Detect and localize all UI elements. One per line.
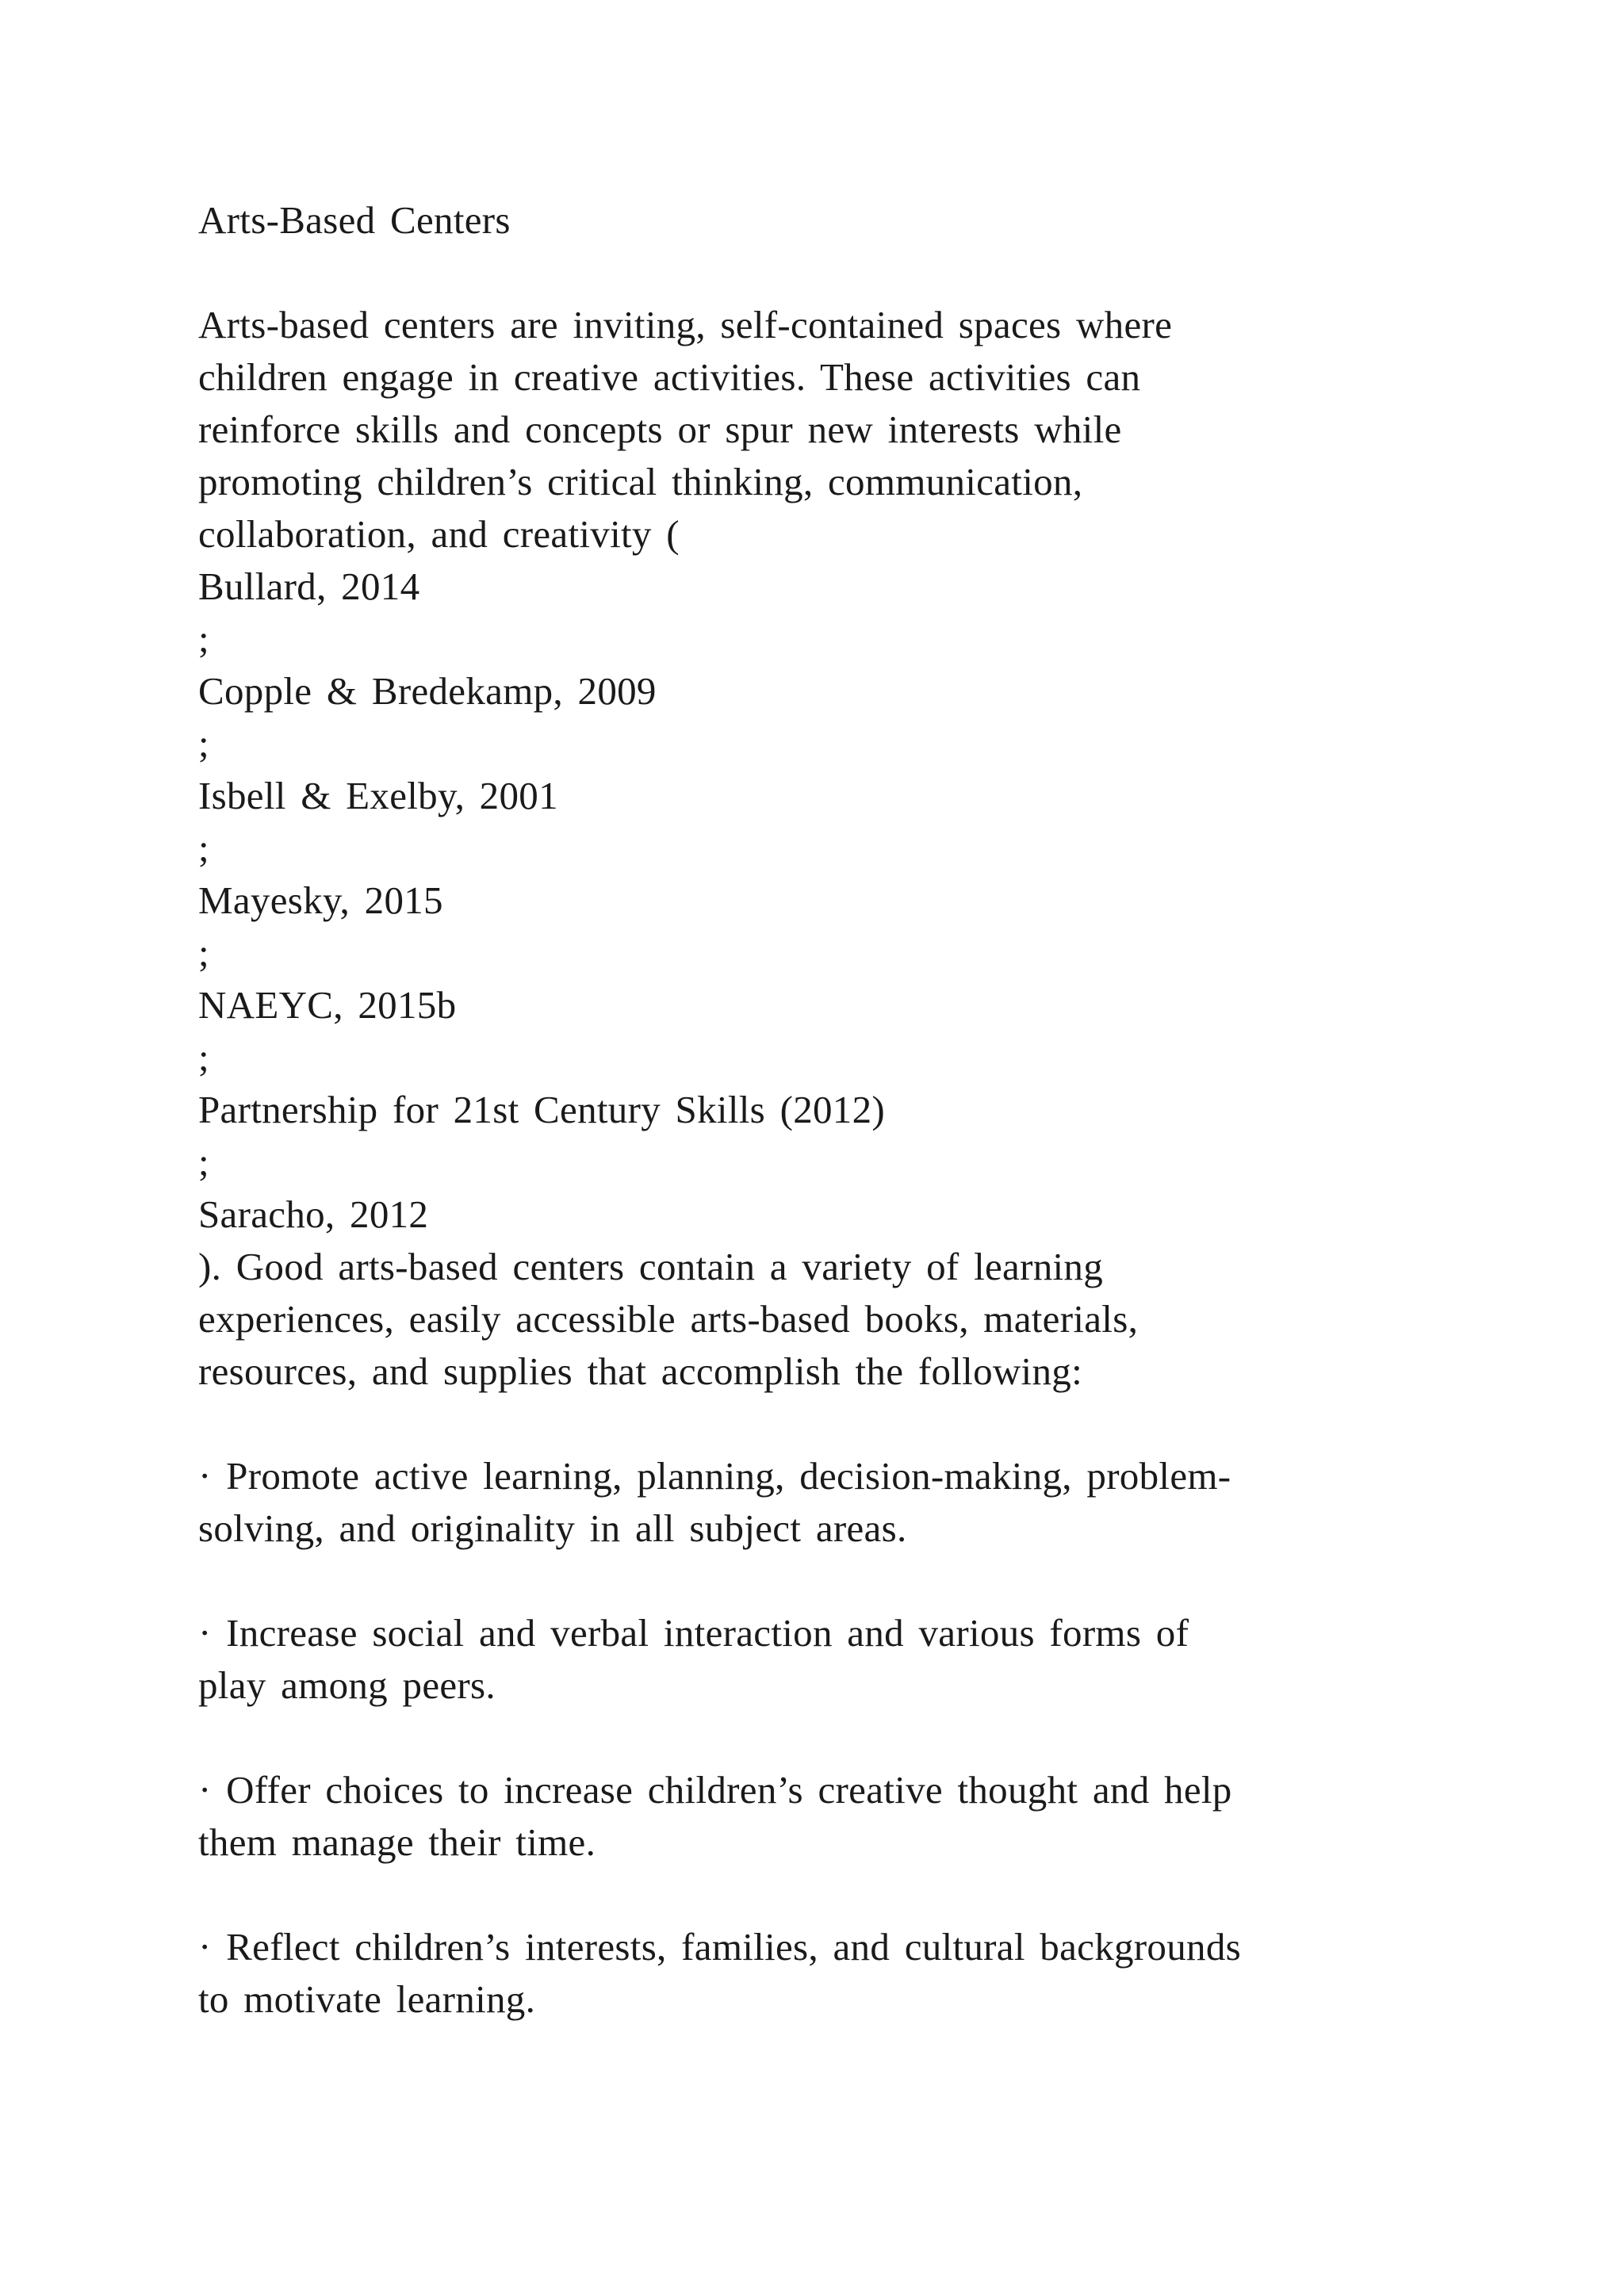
- citation-separator: ;: [198, 1035, 209, 1079]
- bullet-item-line: · Reflect children’s interests, families, and cultural backgrounds: [198, 1925, 1241, 1969]
- citation-separator: ;: [198, 1140, 209, 1184]
- bullet-item-line: · Promote active learning, planning, decision-making, problem-: [198, 1454, 1231, 1498]
- citation-separator: ;: [198, 826, 209, 870]
- paragraph-line: collaboration, and creativity (: [198, 512, 680, 556]
- citation: NAEYC, 2015b: [198, 983, 457, 1027]
- paragraph-line: reinforce skills and concepts or spur new interests while: [198, 408, 1122, 451]
- paragraph-line: resources, and supplies that accomplish the following:: [198, 1349, 1082, 1393]
- paragraph-line: experiences, easily accessible arts-based books, materials,: [198, 1297, 1139, 1341]
- bullet-item-line: to motivate learning.: [198, 1977, 536, 2021]
- citation: Partnership for 21st Century Skills (2012): [198, 1088, 886, 1131]
- bullet-item-line: play among peers.: [198, 1663, 496, 1707]
- paragraph-line: ). Good arts-based centers contain a variety of learning: [198, 1245, 1104, 1288]
- bullet-item-line: them manage their time.: [198, 1820, 596, 1864]
- paragraph-line: promoting children’s critical thinking, communication,: [198, 460, 1083, 503]
- citation: Mayesky, 2015: [198, 878, 443, 922]
- paragraph-line: children engage in creative activities. These activities can: [198, 355, 1141, 399]
- bullet-item-line: solving, and originality in all subject areas.: [198, 1506, 907, 1550]
- citation-separator: ;: [198, 617, 209, 660]
- citation-separator: ;: [198, 931, 209, 974]
- citation: Bullard, 2014: [198, 564, 420, 608]
- bullet-item-line: · Offer choices to increase children’s creative thought and help: [198, 1768, 1232, 1812]
- citation-separator: ;: [198, 721, 209, 765]
- bullet-item-line: · Increase social and verbal interaction and various forms of: [198, 1611, 1189, 1655]
- citation: Isbell & Exelby, 2001: [198, 774, 558, 817]
- paragraph-line: Arts-based centers are inviting, self-contained spaces where: [198, 303, 1173, 346]
- citation: Copple & Bredekamp, 2009: [198, 669, 657, 713]
- document-title: Arts-Based Centers: [198, 198, 511, 242]
- citation: Saracho, 2012: [198, 1192, 429, 1236]
